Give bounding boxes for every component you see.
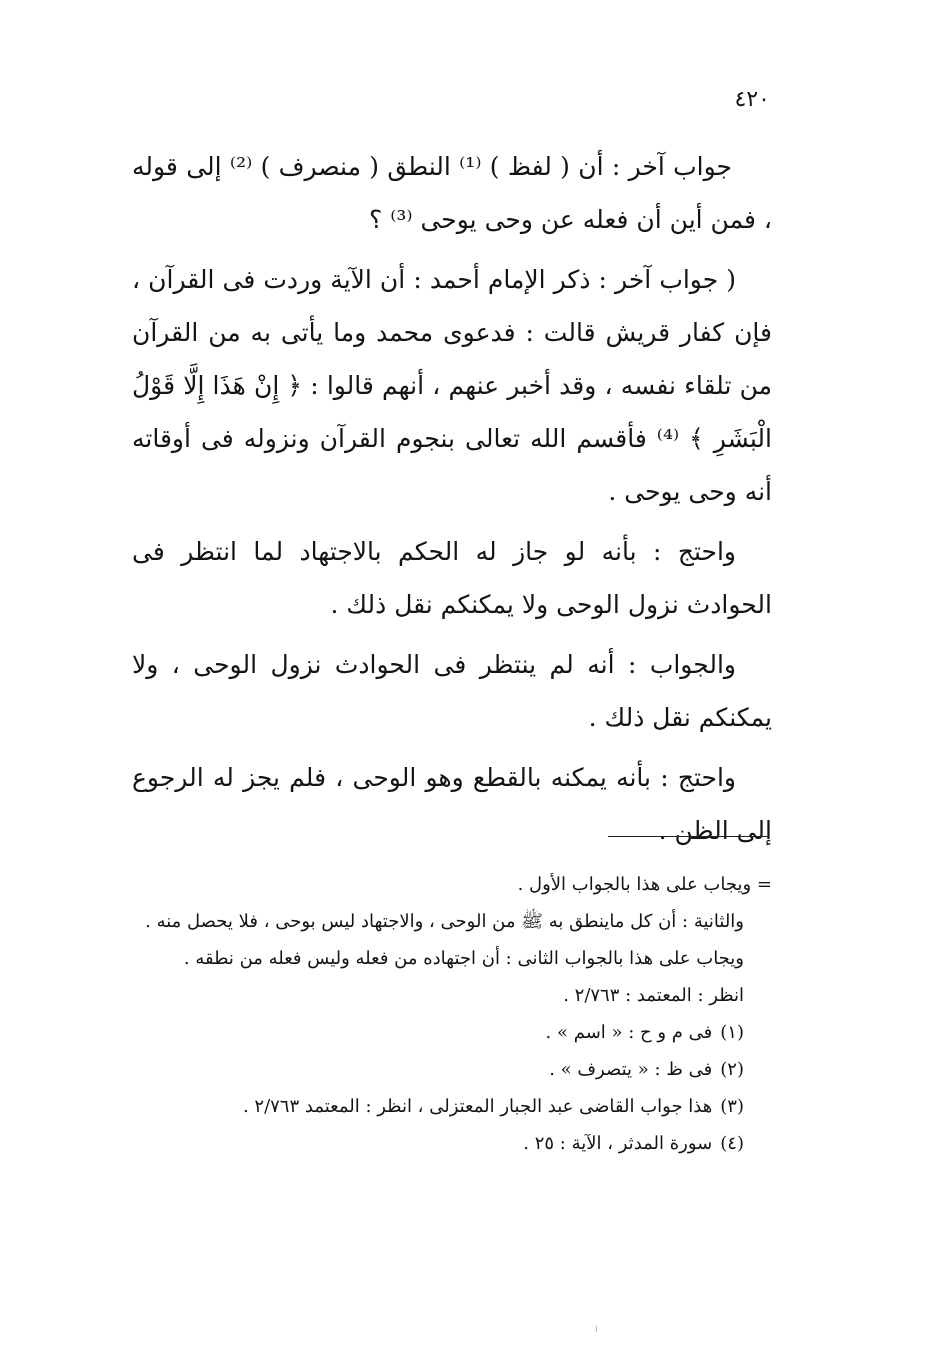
footnote-item — [132, 1088, 772, 1125]
footnote-see: انظر : المعتمد : ٢/٧٦٣ . — [563, 985, 744, 1006]
footnote-number: (٣) — [720, 1096, 744, 1117]
footnote-item — [132, 1125, 772, 1162]
page-number: ٤٢٠ — [734, 87, 770, 112]
footnote-text: فى ظ : « يتصرف » . — [549, 1059, 713, 1080]
paragraph-reply-waiting: والجواب : أنه لم ينتظر فى الحوادث نزول الوحى ، ولا يمكنكم نقل ذلك . — [132, 650, 772, 732]
paragraph-answer-utterance: جواب آخر : أن ( لفظ ) ⁽¹⁾ النطق ( منصرف ) ⁽²⁾ إلى قوله ، فمن أين أن فعله عن وحى يوحى ⁽³⁾ ؟ — [132, 152, 772, 234]
footnotes — [132, 866, 772, 1162]
scan-mark — [596, 1326, 597, 1332]
footnote-continuation: = ويجاب على هذا بالجواب الأول . — [517, 874, 772, 895]
footnote-number: (٤) — [720, 1133, 744, 1154]
footnote-text: هذا جواب القاضى عبد الجبار المعتزلى ، انظر : المعتمد ٢/٧٦٣ . — [242, 1096, 713, 1117]
footnote-item — [132, 1051, 772, 1088]
footnote-number: (١) — [720, 1022, 744, 1043]
footnote-second-answer: ويجاب على هذا بالجواب الثانى : أن اجتهاده من فعله وليس فعله من نطقه . — [183, 948, 744, 969]
paragraph-argument-waiting: واحتج : بأنه لو جاز له الحكم بالاجتهاد لما انتظر فى الحوادث نزول الوحى ولا يمكنكم نقل ذلك . — [132, 537, 772, 619]
footnote-item — [132, 1014, 772, 1051]
main-text — [132, 140, 772, 864]
paragraph-argument-certainty: واحتج : بأنه يمكنه بالقطع وهو الوحى ، فلم يجز له الرجوع إلى الظن . — [132, 763, 772, 845]
footnote-text: سورة المدثر ، الآية : ٢٥ . — [523, 1133, 713, 1154]
footnote-second-point: والثانية : أن كل ماينطق به ﷺ من الوحى ، والاجتهاد ليس بوحى ، فلا يحصل منه . — [145, 911, 744, 932]
footnote-number: (٢) — [720, 1059, 744, 1080]
paragraph-answer-imam-ahmad: ( جواب آخر : ذكر الإمام أحمد : أن الآية وردت فى القرآن ، فإن كفار قريش قالت : فدعوى محمد وما يأتى به من القرآن من تلقاء نفسه ، وقد أخبر عنهم ، أنهم قالوا : ﴿ إِنْ هَذَا إِلَّا قَوْلُ الْبَشَرِ ﴾ ⁽⁴⁾ فأقسم الله تعالى بنجوم القرآن ونزوله فى أوقاته أنه وحى يوحى . — [132, 265, 772, 506]
footnote-divider — [608, 836, 768, 837]
footnote-text: فى م و ح : « اسم » . — [545, 1022, 713, 1043]
